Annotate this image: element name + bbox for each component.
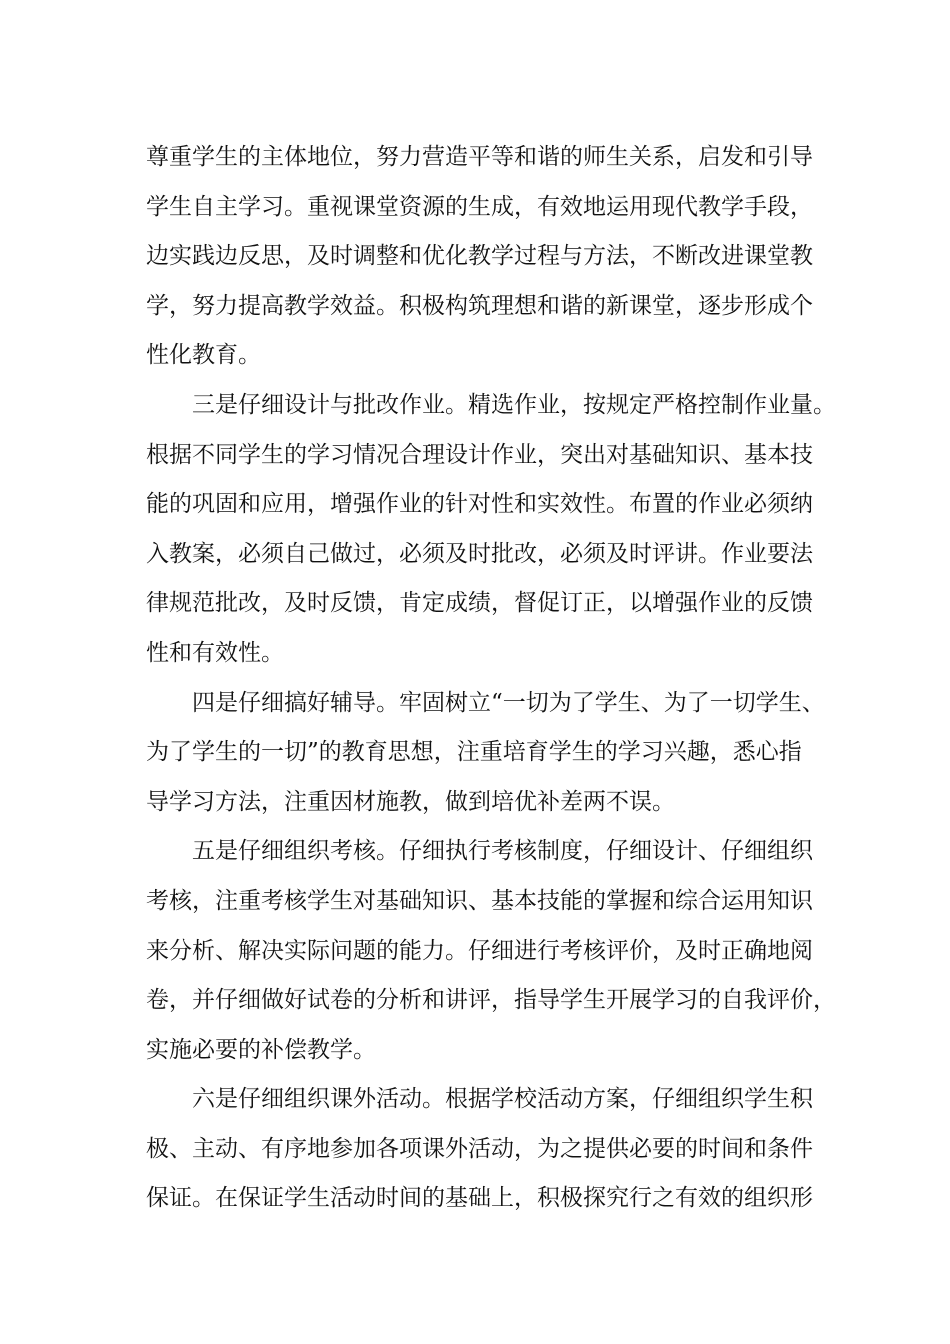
paragraph-line: 导学习方法，注重因材施教，做到培优补差两不误。 bbox=[146, 788, 675, 815]
paragraph-2 bbox=[146, 381, 836, 679]
paragraph-line: 三是仔细设计与批改作业。精选作业，按规定严格控制作业量。 bbox=[192, 391, 836, 418]
paragraph-4 bbox=[146, 827, 836, 1075]
paragraph-line: 卷，并仔细做好试卷的分析和讲评，指导学生开展学习的自我评价， bbox=[146, 987, 836, 1014]
paragraph-3 bbox=[146, 679, 826, 828]
document-body bbox=[146, 133, 836, 1224]
paragraph-line: 性化教育。 bbox=[146, 342, 261, 369]
paragraph-5 bbox=[146, 1075, 826, 1224]
paragraph-line: 学生自主学习。重视课堂资源的生成，有效地运用现代教学手段， bbox=[146, 193, 813, 220]
paragraph-line: 尊重学生的主体地位，努力营造平等和谐的师生关系，启发和引导 bbox=[146, 144, 813, 170]
paragraph-line: 五是仔细组织考核。仔细执行考核制度，仔细设计、仔细组织 bbox=[192, 838, 813, 865]
paragraph-line: 性和有效性。 bbox=[146, 639, 284, 666]
paragraph-line: 能的巩固和应用，增强作业的针对性和实效性。布置的作业必须纳 bbox=[146, 491, 813, 518]
paragraph-line: 四是仔细搞好辅导。牢固树立“一切为了学生、为了一切学生、 bbox=[192, 689, 825, 716]
paragraph-line: 律规范批改，及时反馈，肯定成绩，督促订正，以增强作业的反馈 bbox=[146, 590, 813, 617]
paragraph-line: 入教案，必须自己做过，必须及时批改，必须及时评讲。作业要法 bbox=[146, 540, 813, 567]
paragraph-line: 来分析、解决实际问题的能力。仔细进行考核评价，及时正确地阅 bbox=[146, 937, 813, 964]
paragraph-1 bbox=[146, 133, 826, 381]
paragraph-line: 为了学生的一切”的教育思想，注重培育学生的学习兴趣，悉心指 bbox=[146, 739, 802, 766]
paragraph-line: 边实践边反思，及时调整和优化教学过程与方法，不断改进课堂教 bbox=[146, 243, 813, 270]
paragraph-line: 保证。在保证学生活动时间的基础上，积极探究行之有效的组织形 bbox=[146, 1185, 813, 1212]
paragraph-line: 六是仔细组织课外活动。根据学校活动方案，仔细组织学生积 bbox=[192, 1086, 813, 1113]
paragraph-line: 实施必要的补偿教学。 bbox=[146, 1036, 376, 1063]
paragraph-line: 极、主动、有序地参加各项课外活动，为之提供必要的时间和条件 bbox=[146, 1135, 813, 1162]
paragraph-line: 考核，注重考核学生对基础知识、基本技能的掌握和综合运用知识 bbox=[146, 887, 813, 914]
paragraph-line: 学，努力提高教学效益。积极构筑理想和谐的新课堂，逐步形成个 bbox=[146, 292, 813, 319]
paragraph-line: 根据不同学生的学习情况合理设计作业，突出对基础知识、基本技 bbox=[146, 441, 813, 468]
